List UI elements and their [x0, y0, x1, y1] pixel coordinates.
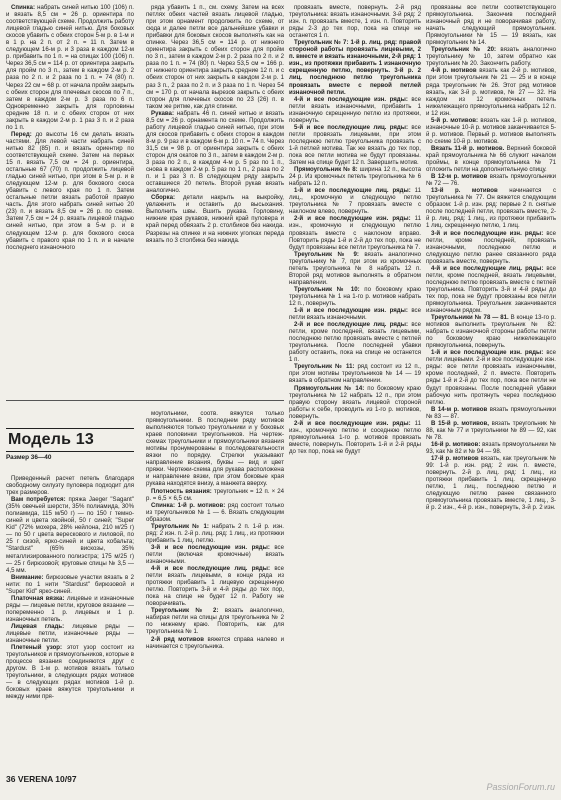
paragraph-text: все петли (включая кромочные) вязать изнаночными. [146, 543, 284, 565]
paragraph [289, 420, 421, 455]
paragraph [426, 455, 556, 511]
paragraph-heading: 2-й и все последующие изн. ряды: [294, 419, 411, 427]
paragraph-text: 11 лиц., кромочную и следующую петлю треугольника № 7 провязать вместе с наклоном влево, повернуть. [289, 187, 421, 216]
paragraph-text: бирюзовые участки вязать в 2 нити: по 1 нити "Stardust" бирюзовой и "Super Kid" ярко-синей. [6, 573, 134, 595]
paragraph-text: вяжется справа налево и начинается с треугольника. [146, 635, 284, 650]
paragraph-heading: 1-й и все последующие лиц. ряды: [294, 187, 411, 195]
paragraph-text: все петли лицевыми. 2-й и все последующие изн. ряды: все петли провязать изнаночными, кроме последней, 2 п. вместе. Повторить ряды 1-й и 2-й до тех пор, пока все петли не будут провязаны. После последней убавки рабочую нить протянуть через последнюю петлю. [426, 349, 556, 406]
paragraph [289, 4, 421, 39]
paragraph [6, 595, 134, 623]
paragraph [146, 502, 284, 523]
paragraph [146, 523, 284, 544]
paragraph-heading: Спинка: 1-й р. мотивов: [151, 501, 226, 509]
paragraph [426, 173, 556, 187]
paragraph-text: ряда убавить 1 п., см. схему. Затем на всех петлях обеих частей вязать лицевой гладью, при этом орнамент продолжить по схеме, от сюда и далее петли все дальнейшие убавки и прибавки для боковых скосов выполнять как на спинке. Через 36,5 см = 114 р. от нижнего ориентира закрыть с обеих сторон для пройм по 3 п., затем в каждом 2-м р. 2 раза по 2 п. и 2 раза по 1 п. = 74 (80) п. Через 53,5 см = 166 р. от нижнего ориентира закрыть средние 12 п. и с обеих сторон от них закрыть в каждом 2-м р. 1 раз 3 п., 2 раза по 2 п. и 3 раза по 1 п. Через 54 см = 170 р. от начала вырезов закрыть с обеих сторон для плечевых скосов по 23 (26) п. в таком же ритме, как для спинки. [146, 4, 284, 110]
paragraph-text: вязать как 2-й р. мотивов, при этом треугольник № 21 — 25 и в конце ряда треугольник № 26. Этот ряд мотивов вязать, как 3-й р. мотивов, № 27 — 32. На каждом из 12 кромочных петель нижележащего прямоугольника набрать 12 п. и 12 изн. [426, 67, 556, 117]
paragraph-heading: В 14-м р. мотивов [431, 405, 488, 413]
paragraph-text: вязать аналогично треугольнику № 10, затем обратно как треугольник № 20. Закончить работу. [426, 46, 556, 68]
paragraph-text: вязать как 1-й р. мотивов, изнаночные 10-й р. мотивов заканчивается 5-й р. мотивов. Первый р. мотивов выполнять по схеме 10-й р. мотивов. [426, 116, 556, 145]
paragraph-text: лицевые ряды — лицевые петли, изнаночные ряды — изнаночные петли. [6, 622, 134, 645]
paragraph-heading: Внимание: [11, 573, 44, 581]
column-2-top [146, 4, 284, 404]
paragraph-text: вязать прямоугольники № 83 — 87. [426, 405, 556, 420]
size-line: Размер 36—40 [6, 454, 52, 461]
paragraph [6, 496, 134, 574]
paragraph-heading: Вам потребуется: [11, 496, 66, 504]
paragraph-heading: 5-й и все последующие лиц. ряды: [294, 123, 409, 131]
paragraph [146, 565, 284, 607]
paragraph-text: все петли провязать лицевыми, при этом последнюю петлю треугольника провязать с 1-й петлей мотива. Так же вязать до тех пор, пока все петли мотива не будут провязаны. Затем на спице будет 12 п. Завершить мотив. [289, 123, 421, 167]
paragraph [289, 251, 421, 286]
paragraph-heading: 1-й и все последующие изн. ряды: [294, 307, 408, 315]
paragraph-heading: Треугольник № 9: [294, 250, 359, 258]
paragraph-text: по боковому краю треугольника № 12 набрать 12 п., при этом правую сторону вязать лицевой стороной работы к себе, проводить из 1-го р. мотивов, повернуть. [289, 384, 421, 420]
paragraph [289, 215, 421, 250]
column-4 [426, 4, 556, 786]
paragraph [146, 607, 284, 635]
paragraph [426, 349, 556, 405]
paragraph-text: все петли, кроме последней, провязать изнаночными, последнюю петлю и следующую петлю ранее связанного ряда провязать вместе, повернуть. [426, 229, 556, 265]
paragraph [289, 166, 421, 187]
paragraph [426, 145, 556, 173]
paragraph-heading: 4-й р. мотивов [431, 67, 477, 75]
paragraph [426, 4, 556, 46]
paragraph-text: все петли, кроме последней, вязать лицевыми, последнюю петлю провязать вместе с петлей треугольника. Повторить 3-й и 4-й ряды до тех пор, пока не будут провязаны все петли прямоугольника. Треугольник заканчивается изнаночным рядом. [426, 264, 556, 315]
paragraph-heading: Треугольник № 20: [431, 46, 497, 54]
paragraph [426, 187, 556, 229]
paragraph-heading: 17-й р. мотивов [431, 455, 479, 462]
paragraph [146, 488, 284, 502]
paragraph [289, 187, 421, 215]
paragraph [426, 406, 556, 420]
paragraph [289, 307, 421, 321]
paragraph-text: все петли вязать изнаночными, прибавить 1 изнаночную скрещенную петлю из протяжки, повернуть. [289, 95, 421, 124]
paragraph-text: лицевые и изнаночные ряды — лицевые петли, круговое вязание — попеременно 1 р. лицевых и 1 р. изнаночных петель. [6, 594, 134, 623]
paragraph-text: ряд состоит из 12 п., при этом мотивы треугольников № 14 — 19 вязать в обратном направлении. [289, 363, 421, 385]
paragraph-heading: 3-й и все последующие изн. ряды: [431, 229, 544, 237]
paragraph-text: набрать 2 п. 1-й р. изн. ряд: 2 изн. п. 2-й р. лиц. ряд: 1 лиц., из протяжки прибавить 1 лиц. петлю. [146, 522, 284, 544]
paragraph-text: этот узор состоит из треугольников и прямоугольников, которые в процессе вязания соединяются друг с другом. В 1-м р. мотивов вязать только треугольники, в следующих рядах мотивов — в следующих рядах мотивов 1-й р. боковых краев вяжутся треугольники и между ними пря- [6, 644, 134, 701]
paragraph-text: ряд состоит только из треугольников № 1 — 6. Вязать следующим образом. [146, 501, 284, 523]
paragraph-heading: Перед: [11, 130, 32, 138]
paragraph-text: вязать прямоугольники № 72 — 76. [426, 173, 556, 188]
paragraph [289, 124, 421, 166]
paragraph [289, 96, 421, 124]
paragraph-text: вязать, как треугольник № 99: 1-й р. изн. ряд: 2 изн. п. вместе, повернуть. 2-й р. лиц. ряд: 1 лиц., из протяжки прибавить 1 лиц. скрещенную петлю, 1 лиц., последнюю петлю и следующую петлю ранее связанного прямоугольника провязать вместе, 1 лиц., 3-й р. 2 изн., 4-й р. изн., повернуть, 3-й р. 2 изн. [426, 455, 556, 512]
paragraph-text: Приведенный расчет петель благодаря свободному силуэту пуловера подходит для трех размеров. [6, 475, 134, 497]
paragraph-text: все петли, кроме последней, вязать лицевыми, последнюю петлю провязать вместе с петлей треугольника. После последней убавки работу оставить, пока на спице не останется 1 п. [289, 321, 421, 364]
column-1-top [6, 4, 134, 384]
paragraph [426, 441, 556, 455]
paragraph-heading: Треугольник № 7: 1-й р. лиц. ряд: правой стороной работы провязать лицевыми, 2 п. вместе и вязать изнаночными, 2-й ряд: 1 изн., из протяжки прибавить 1 изнаночную скрещенную петлю, повернуть. 3-й р. 2 лиц. последнюю петлю треугольника провязать вместе с первой петлей изнаночной петли. [289, 39, 421, 96]
paragraph-heading: Спинка: [11, 4, 35, 11]
paragraph [6, 475, 134, 496]
column-1-bottom [6, 475, 134, 767]
section-divider [6, 400, 284, 401]
paragraph-heading: В 15-й р. мотивов, [431, 419, 489, 427]
paragraph [6, 574, 134, 595]
paragraph-text: набрать 46 п. синей нитью и вязать 8,5 см = 26 р. орнамента по схеме. Продолжить работу лицевой гладью синей нитью, при этом для скосов прибавить с обеих сторон в каждом 8-м р. 9 раз и в каждом 6-м р. 10 п. = 74 п. Через 31,5 см = 98 р. от ориентира закрыть с обеих сторон для окатов по 3 п., затем в каждом 2-м р. 3 раза по 2 п., в каждом 4-м р. 5 раз по 1 п., снова в каждом 2-м р. 5 раз по 1 п., 2 раза по 2 п. и 1 раз 3 п. В следующем ряду закрыть оставшиеся 20 петель. Второй рукав вязать аналогично. [146, 109, 284, 195]
paragraph-text: по боковому краю треугольника № 1 на 1-го р. мотивов набрать 12 п., повернуть. [289, 285, 421, 307]
paragraph-text: все петли вязать лицевыми, в конце ряда из протяжки прибавить 1 лицевую скрещенную петлю. Повторить 3-й и 4-й ряды до тех пор, пока на спице не будет 12 п. Работу не поворачивать. [146, 565, 284, 608]
paragraph-text: моугольники, соотв. вяжутся только прямоугольники. В последнем ряду мотивов выполняются только треугольники и у боковых краев половинки треугольников. На чертеж-схемах треугольники и прямоугольники вязания мотивы пронумерованы в последовательности вязки по порядку. Стрелки указывают направление вязания, буквы — вид и цвет пряжи. Чертежи-схема для рукава расположена и направление вязки, при этом боковые края рукава находятся внизу, а манжета вверху. [146, 410, 284, 488]
paragraph-heading: 4-й и все последующие лиц. ряды: [431, 264, 544, 272]
paragraph-heading: 2-й ряд мотивов [151, 635, 205, 643]
paragraph [426, 117, 556, 145]
paragraph-heading: Треугольник № 1: [151, 522, 209, 530]
paragraph-heading: 16-й р. мотивов: [431, 440, 481, 448]
paragraph [426, 314, 556, 349]
paragraph-heading: Лицевая гладь: [11, 622, 65, 630]
paragraph-text: В конце 13-го р. мотивов выполнить треугольник № 82: набрать с изнаночной стороны работы петли по боковому краю нижележащего прямоугольника, повернуть. [426, 314, 556, 350]
paragraph-text: вязать прямоугольники № 93, как № 82 и № 94 — 98. [426, 440, 556, 455]
paragraph-heading: В 12-м р. мотивов [431, 173, 488, 181]
paragraph [146, 544, 284, 565]
paragraph-heading: Прямоугольник № 8: [294, 166, 358, 174]
paragraph [146, 410, 284, 488]
paragraph-text: треугольник = 12 п. × 24 р. = 6,5 × 6,5 см. [146, 487, 284, 502]
paragraph [426, 230, 556, 265]
paragraph [146, 4, 284, 110]
paragraph-heading: 4-й и все последующие изн. ряды: [294, 95, 408, 103]
paragraph-heading: Вязать 11-й р. мотивов. [431, 144, 505, 152]
paragraph [289, 363, 421, 384]
paragraph [426, 67, 556, 116]
paragraph [146, 636, 284, 650]
column-3 [289, 4, 421, 786]
paragraph-text: 11 изн., кромочную петлю и соседнюю петлю прямоугольника 1-го р. мотивов провязать вместе, повернуть. Повторить 1-й и 2-й ряды до тех пор, пока не будут [289, 419, 421, 455]
paragraph-heading: Треугольники № 78 — 81. [431, 314, 509, 322]
paragraph-text: начинается с треугольника № 77. Он вяжется следующим образом: 1-й р. изн. ряд: первые 2 п. снятые после последней петли, провязать вместе, 2-й р. лиц. ряд: 1 лиц., из протяжки прибавить 1 лиц. скрещенную петлю, 1 лиц. [426, 187, 556, 230]
watermark: PassionForum.ru [486, 782, 555, 792]
paragraph-heading: 2-й и все последующие лиц. ряды: [294, 321, 409, 329]
paragraph [6, 4, 134, 131]
model-title: Модель 13 [8, 431, 94, 448]
paragraph-text: ширина 12 п., высота 24 р. Из кромочных петель треугольника № 6 набрать 12 п. [289, 166, 421, 188]
paragraph-text: Верхний боковой край прямоугольника № 66 служит началом проймы, в конце прямоугольника № 71 отложить петли на дополнительную спицу. [426, 144, 556, 174]
paragraph [289, 385, 421, 420]
page-folio: 36 VERENA 10/97 [6, 774, 77, 784]
paragraph-text: набрать синей нитью 100 (106) п. и вязать 8,5 см = 26 р. ориентира по соответствующей схеме. Продолжить работу лицевой гладью синей нитью. Для боковых скосов убавить с обеих сторон 5-м р. в 1-м и в 1 р. на 2 п. от 2 п. = 11 п. Затем в следующем 16-м р. и 3 раза в каждом 12-м р. прибавить по 1 п. = на спицах 100 (106) п. Через 36,5 см = 114 р. от ориентира закрыть для пройм по 3 п., затем в каждом 2-м р. 2 раза по 2 п. и 2 раза по 1 п. = 74 (80) п. Через 22 см = 68 р. от начала пройм закрыть с обеих сторон для плечевых скосов по 7 п., затем в каждом 2-м р. 3 раза по 6 п. Одновременно закрыть для горловины средние 18 п. и с обеих сторон от них закрыть в каждом 2-м р. 1 раз 3 п. и 2 раза по 1 п. [6, 4, 134, 131]
paragraph-heading: 3-й и все последующие изн. ряды: [151, 543, 270, 551]
paragraph-text: вязать аналогично, набирая петли на спицы для треугольника № 2 по нижнему краю. Повторить, как для треугольника № 1. [146, 607, 284, 636]
paragraph-text: 11 изн., кромочную и следующую петлю провязать вместе с наклоном вправо. Повторить ряды 1-й и 2-й до тех пор, пока не будут провязаны все петли треугольника № 7. [289, 215, 421, 251]
paragraph-text: детали накрыть на выкройку, увлажнить и оставить до высыхания. Выполнить швы. Вшить рукава. Горловину, нижние края рукавов, нижний край пуловера и край перед обвязать 2 р. столбиков без накида. Разрезы на спинке и на нижних уголках переда вязать по 3 столбика без накида. [146, 194, 284, 244]
paragraph-text: пряжа Jaeger "Sagant" (35% овечьей шерсти, 35% полиамида, 30% полиамида, 115 м/50 г) — по 150 г темно-синей и цвета хвойной, 50 г синей; "Super Kid" (72% мохера, 28% нейлона, 210 м/25 г) — по 50 г цвета верескового и лиловой, по 25 г сизой, ярко-синей и цвета кобальта; "Stardust" (65% вискозы, 35% металлизированного полиэстра; 175 м/25 г) — 25 г бирюзовой; круговые спицы № 3,5 — 4,5 мм. [6, 496, 134, 574]
paragraph-heading: 13-й р. мотивов [431, 187, 498, 195]
paragraph-heading: 5-й р. мотивов: [431, 116, 479, 124]
paragraph [289, 39, 421, 95]
paragraph [426, 46, 556, 67]
paragraph-text: вязать аналогично треугольнику № 7, при этом из кромочных петель треугольника № 8 набрать 12 п. Второй ряд мотивов выполнять в обратном направлении. [289, 250, 421, 286]
paragraph [146, 110, 284, 195]
paragraph-heading: 2-й и все последующие изн. ряды: [294, 215, 411, 223]
paragraph-text: все петли вязать изнаночными. [289, 307, 421, 322]
paragraph-heading: Прямоугольник № 14: [294, 384, 365, 392]
paragraph [426, 265, 556, 314]
paragraph-text: провязаны все петли соответствующего прямоугольника. Закончив последний изнаночный ряд и не поворачивая работу, начать следующий прямоугольник. Прямоугольники № 15 — 19 вязать, как прямоугольник № 14. [426, 4, 556, 47]
paragraph [289, 321, 421, 363]
paragraph-heading: Треугольник № 2: [151, 607, 219, 615]
paragraph [6, 644, 134, 700]
paragraph-text: провязать вместе, повернуть. 2-й ряд треугольника: вязать изнаночными. 3-й ряд: 2 изн. п. провязать вместе, 1 изн. п. Повторить ряды 2-3 до тех пор, пока на спице не останется 1 п. [289, 4, 421, 40]
paragraph-heading: Треугольник № 10: [294, 285, 360, 293]
paragraph-heading: Треугольник № 11: [294, 363, 355, 371]
paragraph [6, 131, 134, 251]
paragraph-heading: 4-й и все последующие лиц. ряды: [151, 565, 271, 573]
paragraph [146, 194, 284, 243]
paragraph-heading: Плотность вязания: [151, 487, 212, 495]
paragraph-heading: Сборка: [151, 194, 175, 202]
paragraph-text: до высоты 16 см делать вязать частями. Для левой части набрать синей нитью 82 (85) п. и вязать ориентир по соответствующей схеме. Затем на первых 15 п. вязать 7,5 см = 24 р. ориентира, остальные 67 (70) п. продолжить лицевой гладью синей нитью, при этом в 5-м р. и в следующем 12-м р. для бокового скоса убавить с левого края по 1 п. Затем остальные петли вязать работой правую часть. Для этого набрать синей нитью 20 (23) п. и вязать 8,5 см = 26 р. по схеме. Затем 7,5 см = 24 р. вязать лицевой гладью синей нитью, при этом в 5-м р. и в следующем 12-м р. для бокового скоса убавить с правого края по 1 п. и в начале последнего изнаночного [6, 130, 134, 251]
paragraph-heading: 1-й и все последующие изн. ряды: [431, 349, 544, 357]
model-heading-box [6, 428, 134, 452]
paragraph-heading: Рукава: [151, 109, 174, 117]
paragraph-heading: Платочная вязка: [11, 594, 65, 602]
paragraph [6, 623, 134, 644]
paragraph-heading: Плетеный узор: [11, 644, 63, 652]
paragraph [289, 286, 421, 307]
paragraph [426, 420, 556, 441]
column-2-bottom [146, 410, 284, 767]
paragraph-text: вязать треугольник № 88, как № 77 и треугольники № 89 — 92, как № 78. [426, 419, 556, 441]
